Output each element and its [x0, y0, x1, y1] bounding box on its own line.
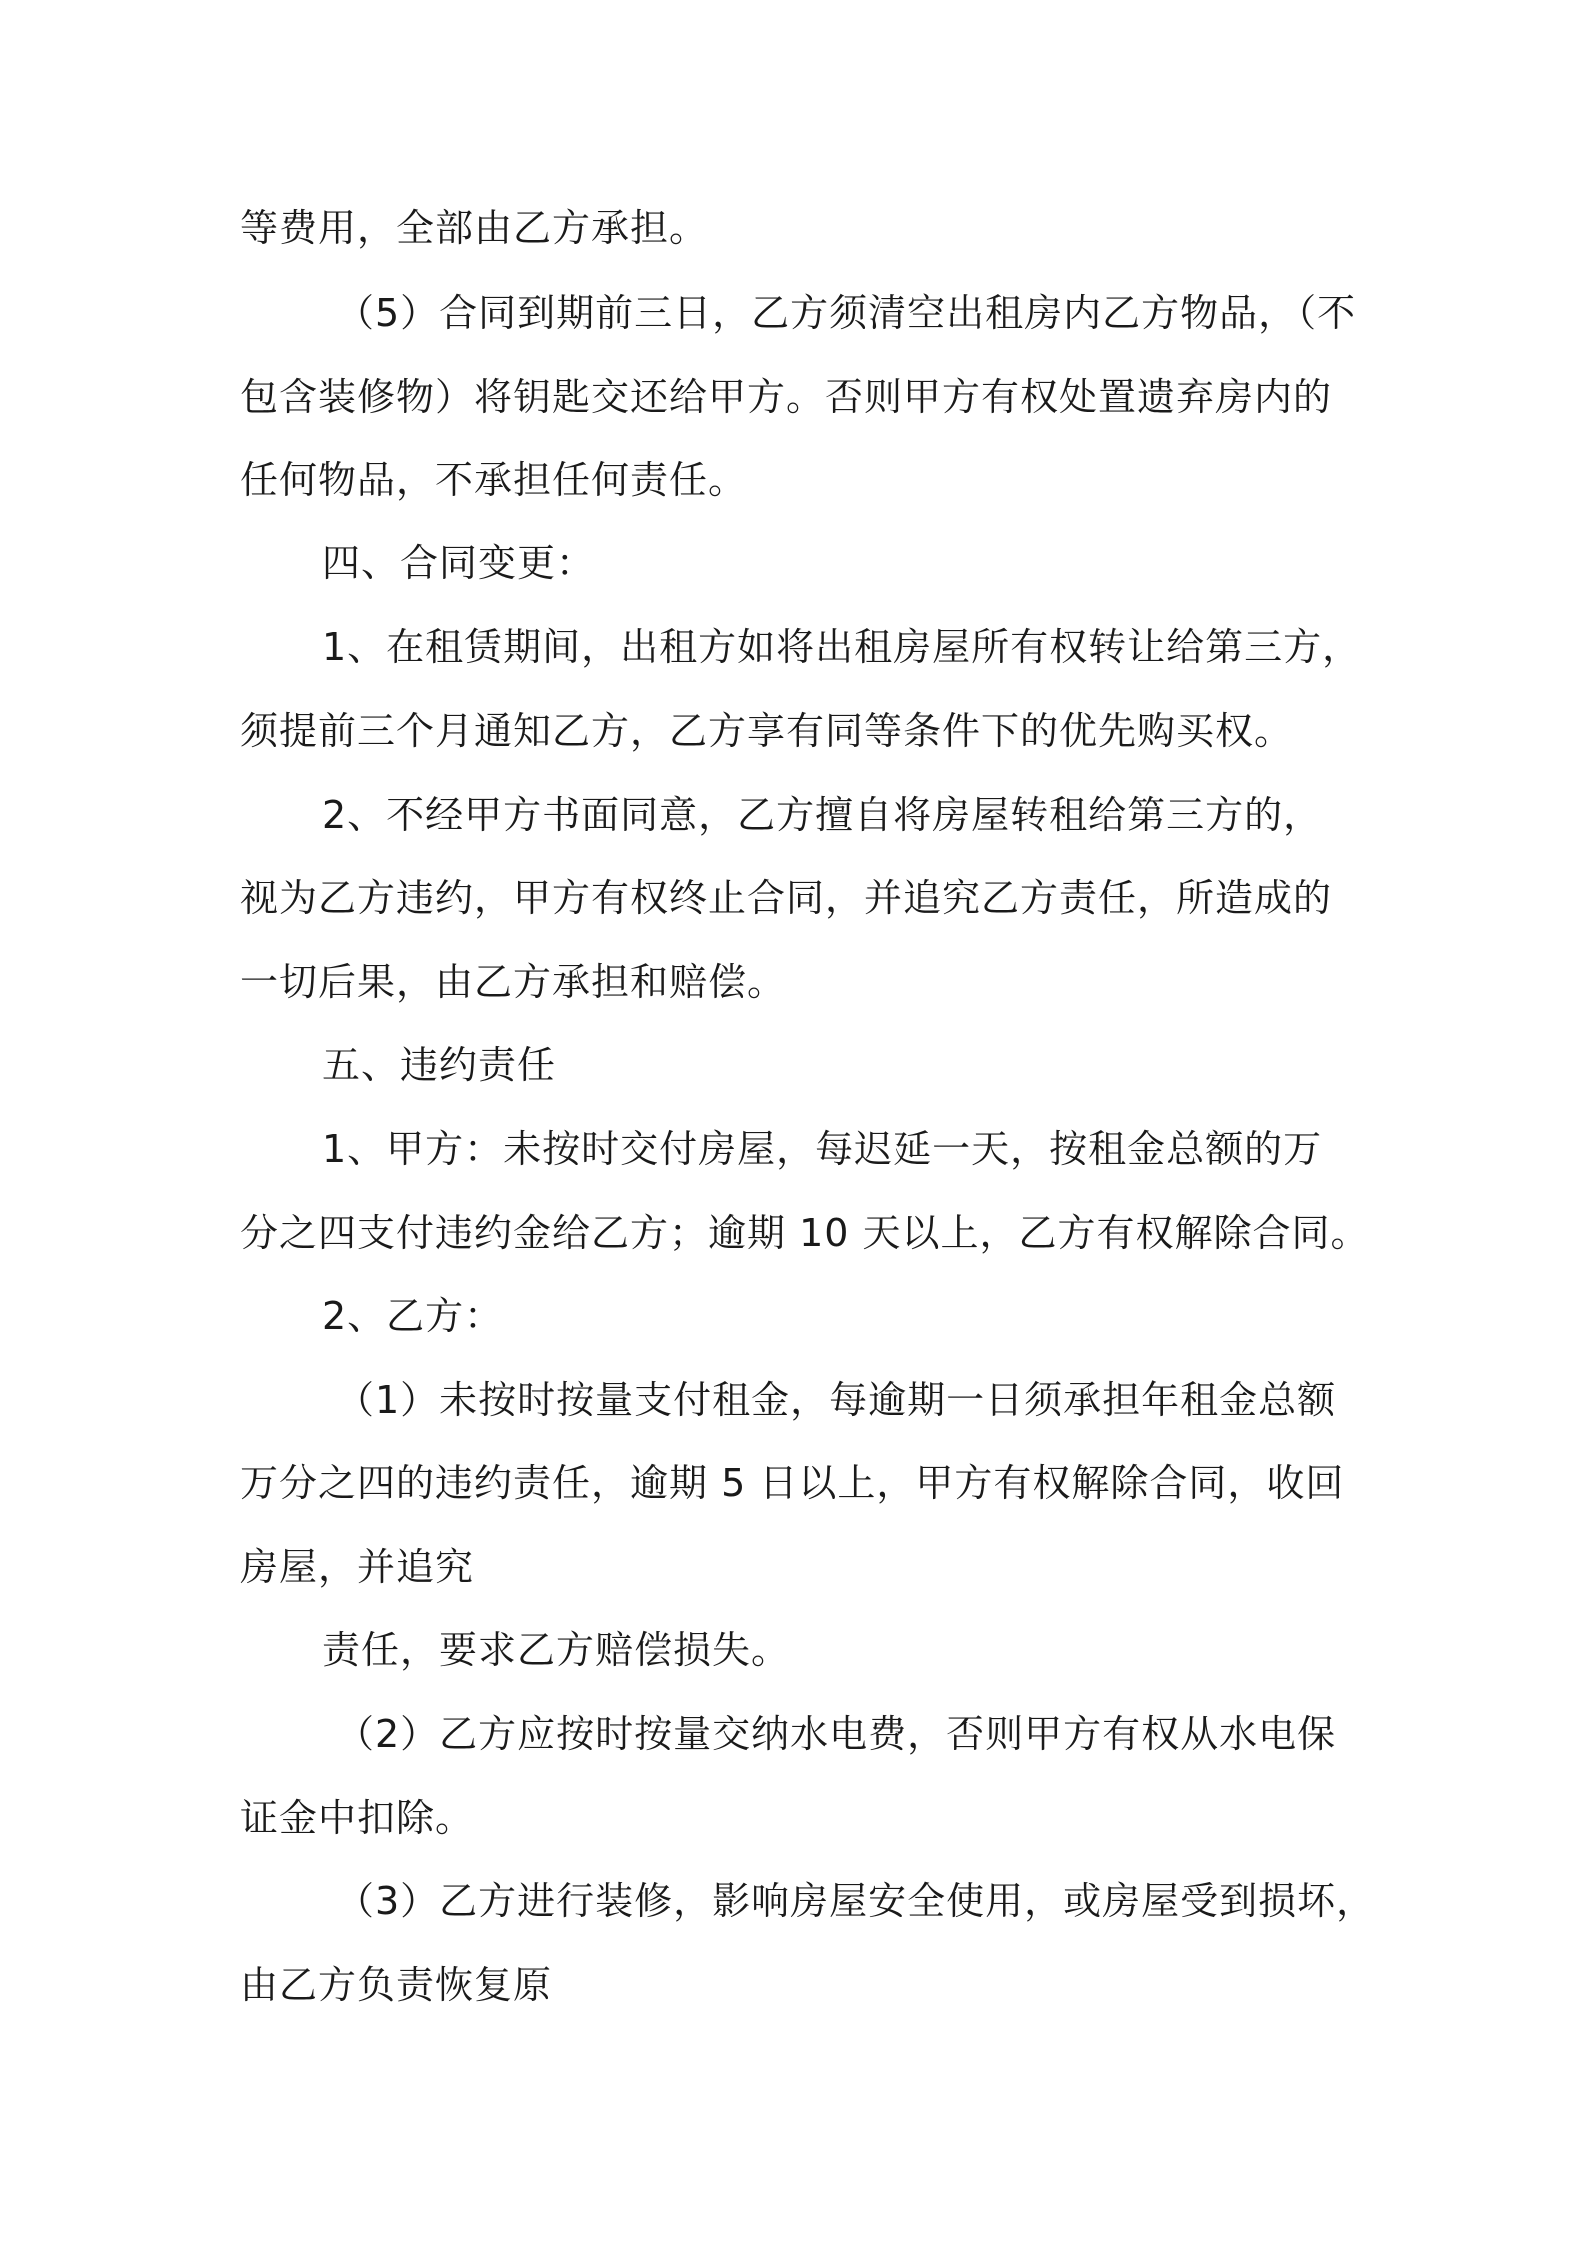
text-line: 万分之四的违约责任，逾期 5 日以上，甲方有权解除合同，收回 — [240, 1461, 1345, 1505]
text-line: 须提前三个月通知乙方，乙方享有同等条件下的优先购买权。 — [240, 709, 1294, 753]
text-line: 由乙方负责恢复原 — [240, 1963, 553, 2007]
text-line: 分之四支付违约金给乙方；逾期 10 天以上，乙方有权解除合同。 — [240, 1211, 1370, 1255]
text-line: （5）合同到期前三日，乙方须清空出租房内乙方物品，（不 — [336, 291, 1357, 335]
text-line: 证金中扣除。 — [240, 1796, 475, 1840]
text-line: 房屋，并追究 — [240, 1545, 475, 1589]
text-line: 视为乙方违约，甲方有权终止合同，并追究乙方责任，所造成的 — [240, 876, 1333, 920]
section-heading: 四、合同变更： — [322, 541, 596, 585]
text-line: （1）未按时按量支付租金，每逾期一日须承担年租金总额 — [336, 1378, 1337, 1422]
text-line: 2、乙方： — [322, 1294, 504, 1338]
text-line: 1、甲方：未按时交付房屋，每迟延一天，按租金总额的万 — [322, 1127, 1323, 1171]
text-line: 1、在租赁期间，出租方如将出租房屋所有权转让给第三方， — [322, 625, 1362, 669]
text-line: 等费用，全部由乙方承担。 — [240, 206, 709, 250]
text-line: （3）乙方进行装修，影响房屋安全使用，或房屋受到损坏， — [336, 1879, 1376, 1923]
text-line: （2）乙方应按时按量交纳水电费，否则甲方有权从水电保 — [336, 1712, 1337, 1756]
text-line: 包含装修物）将钥匙交还给甲方。否则甲方有权处置遗弃房内的 — [240, 375, 1333, 419]
text-line: 2、不经甲方书面同意，乙方擅自将房屋转租给第三方的， — [322, 793, 1323, 837]
text-line: 一切后果，由乙方承担和赔偿。 — [240, 960, 787, 1004]
section-heading: 五、违约责任 — [322, 1043, 557, 1087]
text-line: 任何物品，不承担任何责任。 — [240, 458, 748, 502]
text-line: 责任，要求乙方赔偿损失。 — [322, 1628, 791, 1672]
